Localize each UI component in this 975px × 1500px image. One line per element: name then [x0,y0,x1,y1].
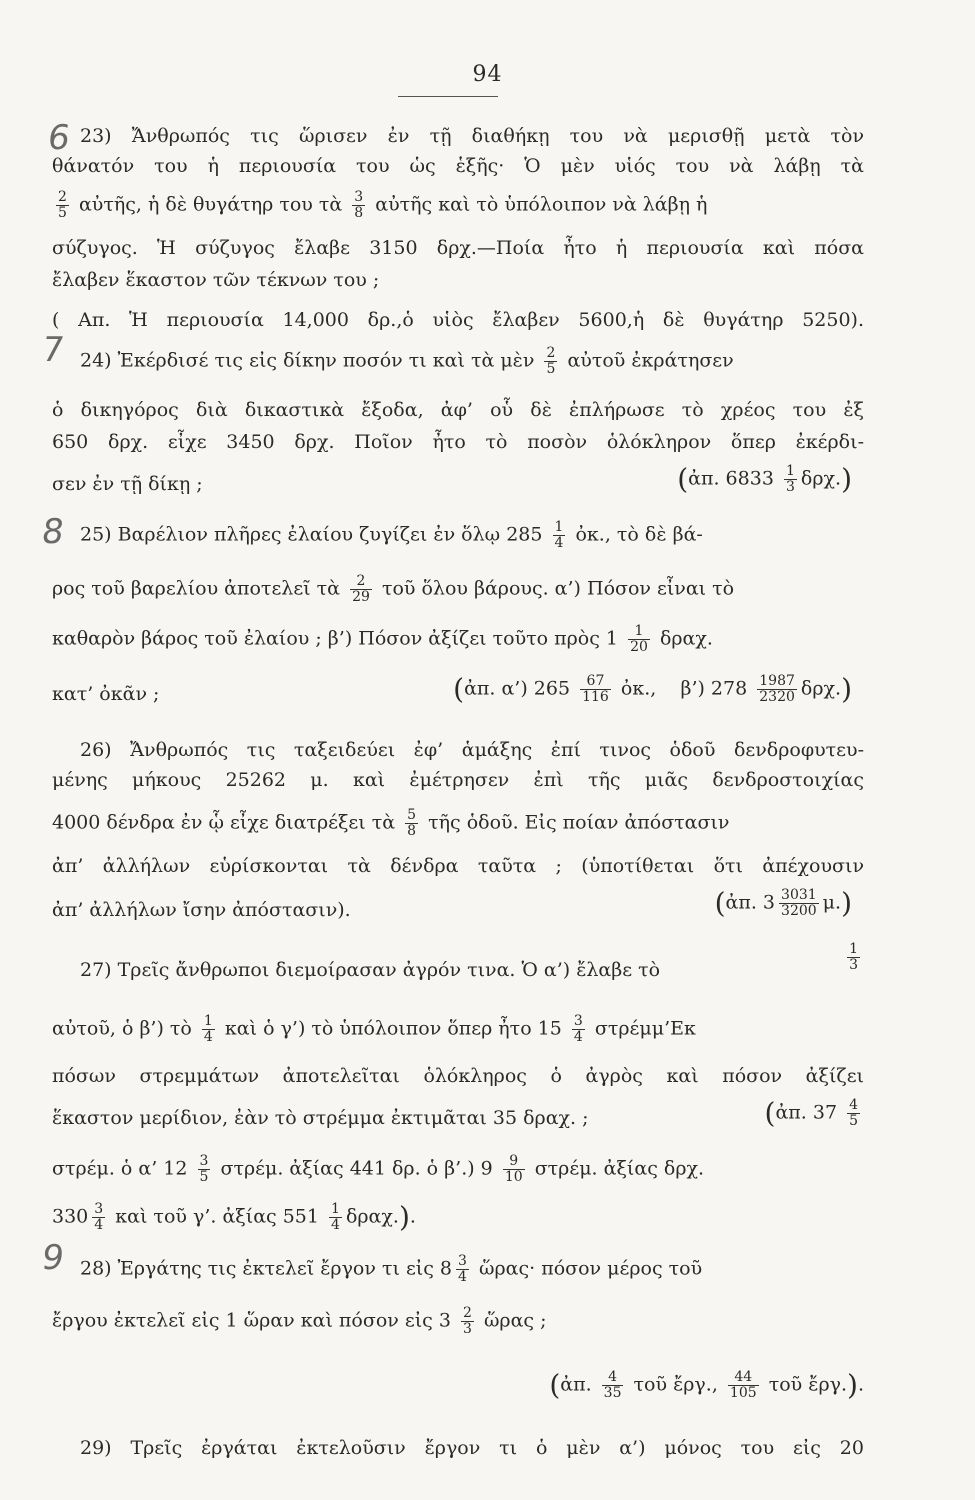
problem-27-line-2: αὐτοῦ, ὁ β’) τὸ $\frac{1}{4}$ καὶ ὁ γ’) τὸ ὑπόλοιπον ὅπερ ἦτο 15 $\frac{3}{4}$ στρέμμ’Εκ [52,1013,696,1045]
fraction: $\frac{3}{8}$ [354,189,364,221]
problem-27-line-5: στρέμ. ὁ α’ 12 $\frac{3}{5}$ στρέμ. ἀξίας 441 δρ. ὁ β’.) 9 $\frac{9}{10}$ στρέμ. ἀξίας δρχ. [52,1153,705,1185]
fraction: $\frac{1987}{2320}$ [759,673,795,705]
problem-23-line-2: θάνατόν του ἡ περιουσία του ὡς ἑξῆς· Ὁ μὲν υἱός του νὰ λάβῃ τὰ [52,155,864,177]
margin-mark-8: 8 [39,512,67,552]
problem-27-line-4: ἕκαστον μερίδιον, ἐὰν τὸ στρέμμα ἐκτιμᾶται 35 δραχ. ; (ἀπ. 37 $\frac{4}{5}$ [52,1104,864,1132]
fraction: $\frac{3}{4}$ [458,1253,467,1285]
problem-26-line-2: μένης μήκους 25262 μ. καὶ ἐμέτρησεν ἐπὶ τῆς μιᾶς δενδροστοιχίας [52,769,864,791]
problem-23-line-4: σύζυγος. Ἡ σύζυγος ἔλαβε 3150 δρχ.—Ποία ἦτο ἡ περιουσία καὶ πόσα [52,237,864,259]
fraction: $\frac{67}{116}$ [582,673,609,705]
fraction: $\frac{44}{105}$ [729,1369,757,1401]
problem-27-line-6: 330 $\frac{3}{4}$ καὶ τοῦ γ’. ἀξίας 551 $\frac{1}{4}$ δραχ.). [52,1200,416,1234]
problem-24-line-2: ὁ δικηγόρος διὰ δικαστικὰ ἔξοδα, ἀφ’ οὗ δὲ ἐπλήρωσε τὸ χρέος του ἐξ [52,399,864,421]
problem-26-line-5: ἀπ’ ἀλλήλων ἴσην ἀπόστασιν). (ἀπ. 3 $\frac{3031}{3200}$ μ.) [52,886,852,921]
fraction: $\frac{1}{4}$ [203,1013,213,1045]
margin-mark-6: 6 [45,118,73,158]
problem-27-answer-start: (ἀπ. 37 $\frac{4}{5}$ [764,1096,858,1130]
page-number-rule [398,96,498,97]
problem-26-line-1: 26) Ἄνθρωπός τις ταξειδεύει ἐφ’ ἁμάξης ἐπί τινος ὁδοῦ δενδροφυτευ- [80,739,864,761]
margin-mark-7: 7 [39,330,67,370]
problem-23-line-5: ἔλαβεν ἕκαστον τῶν τέκνων του ; [52,269,380,291]
problem-28-answer: (ἀπ. $\frac{4}{35}$ τοῦ ἔργ., $\frac{44}{105}$ τοῦ ἔργ.). [549,1368,864,1402]
problem-26-answer: (ἀπ. 3 $\frac{3031}{3200}$ μ.) [714,886,852,920]
fraction: $\frac{1}{3}$ [849,941,858,973]
problem-25-line-2: ρος τοῦ βαρελίου ἀποτελεῖ τὰ $\frac{2}{29}$ τοῦ ὅλου βάρους. α’) Πόσον εἶναι τὸ [52,573,735,605]
problem-29-line-1: 29) Τρεῖς ἐργάται ἐκτελοῦσιν ἔργον τι ὁ μὲν α’) μόνος του εἰς 20 [80,1437,864,1459]
fraction: $\frac{3031}{3200}$ [781,887,817,919]
fraction: $\frac{4}{5}$ [849,1097,858,1129]
problem-27-line-3: πόσων στρεμμάτων ἀποτελεῖται ὁλόκληρος ὁ ἀγρὸς καὶ πόσον ἀξίζει [52,1065,864,1087]
fraction: $\frac{4}{35}$ [603,1369,622,1401]
problem-24-answer: (ἀπ. 6833 $\frac{1}{3}$ δρχ.) [677,462,852,496]
problem-26-line-4: ἀπ’ ἀλλήλων εὑρίσκονται τὰ δένδρα ταῦτα ; (ὑποτίθεται ὅτι ἀπέχουσιν [52,855,864,877]
fraction: $\frac{3}{4}$ [94,1201,104,1233]
problem-23-answer: ( Απ. Ἡ περιουσία 14,000 δρ.,ὁ υἱὸς ἔλαβεν 5600,ἡ δὲ θυγάτηρ 5250). [52,309,864,331]
problem-28-line-2: ἔργου ἐκτελεῖ εἰς 1 ὥραν καὶ πόσον εἰς 3 $\frac{2}{3}$ ὥρας ; [52,1305,547,1337]
page-number: 94 [472,62,503,87]
problem-25-line-1: 25) Βαρέλιον πλῆρες ἐλαίου ζυγίζει ἐν ὅλῳ 285 $\frac{1}{4}$ ὀκ., τὸ δὲ βά- [80,519,703,551]
fraction: $\frac{2}{29}$ [352,573,370,605]
fraction: $\frac{1}{4}$ [331,1201,340,1233]
fraction: $\frac{1}{3}$ [785,463,795,495]
problem-25-line-3: καθαρὸν βάρος τοῦ ἐλαίου ; β’) Πόσον ἀξίζει τοῦτο πρὸς 1 $\frac{1}{20}$ δραχ. [52,623,713,655]
problem-27-line-1: 27) Τρεῖς ἄνθρωποι διεμοίρασαν ἀγρόν τινα. Ὁ α’) ἔλαβε τὸ $\frac{1}{3}$ [80,941,858,981]
margin-mark-9: 9 [39,1238,67,1278]
fraction: $\frac{5}{8}$ [407,807,417,839]
fraction: $\frac{2}{3}$ [462,1305,472,1337]
fraction: $\frac{3}{4}$ [573,1013,583,1045]
fraction: $\frac{1}{20}$ [630,623,648,655]
fraction: $\frac{1}{4}$ [554,519,564,551]
problem-28-line-1: 28) Ἐργάτης τις ἐκτελεῖ ἔργον τι εἰς 8 $\frac{3}{4}$ ὥρας· πόσον μέρος τοῦ [80,1253,703,1285]
problem-24-line-3: 650 δρχ. εἶχε 3450 δρχ. Ποῖον ἦτο τὸ ποσὸν ὁλόκληρον ὅπερ ἐκέρδι- [52,431,864,453]
problem-23-line-3: $\frac{2}{5}$ αὐτῆς, ἡ δὲ θυγάτηρ του τὰ $\frac{3}{8}$ αὐτῆς καὶ τὸ ὑπόλοιπον νὰ λάβῃ ἡ [58,189,708,221]
fraction: $\frac{2}{5}$ [58,189,67,221]
problem-24-line-4: σεν ἐν τῇ δίκῃ ; (ἀπ. 6833 $\frac{1}{3}$ δρχ.) [52,462,852,496]
problem-26-line-3: 4000 δένδρα ἐν ᾧ εἶχε διατρέξει τὰ $\frac{5}{8}$ τῆς ὁδοῦ. Εἰς ποίαν ἀπόστασιν [52,807,730,839]
fraction: $\frac{9}{10}$ [504,1153,523,1185]
fraction: $\frac{3}{5}$ [199,1153,209,1185]
problem-23-line-1: 23) Ἄνθρωπός τις ὥρισεν ἐν τῇ διαθήκῃ του νὰ μερισθῇ μετὰ τὸν [80,125,864,147]
problem-24-line-1: 24) Ἐκέρδισέ τις εἰς δίκην ποσόν τι καὶ τὰ μὲν $\frac{2}{5}$ αὐτοῦ ἐκράτησεν [80,345,734,377]
problem-25-answer: (ἀπ. α’) 265 $\frac{67}{116}$ ὀκ., β’) 278 $\frac{1987}{2320}$ δρχ.) [453,672,852,706]
fraction: $\frac{2}{5}$ [546,345,556,377]
problem-25-line-4: κατ’ ὀκᾶν ; (ἀπ. α’) 265 $\frac{67}{116}$ ὀκ., β’) 278 $\frac{1987}{2320}$ δρχ.) [52,672,852,706]
